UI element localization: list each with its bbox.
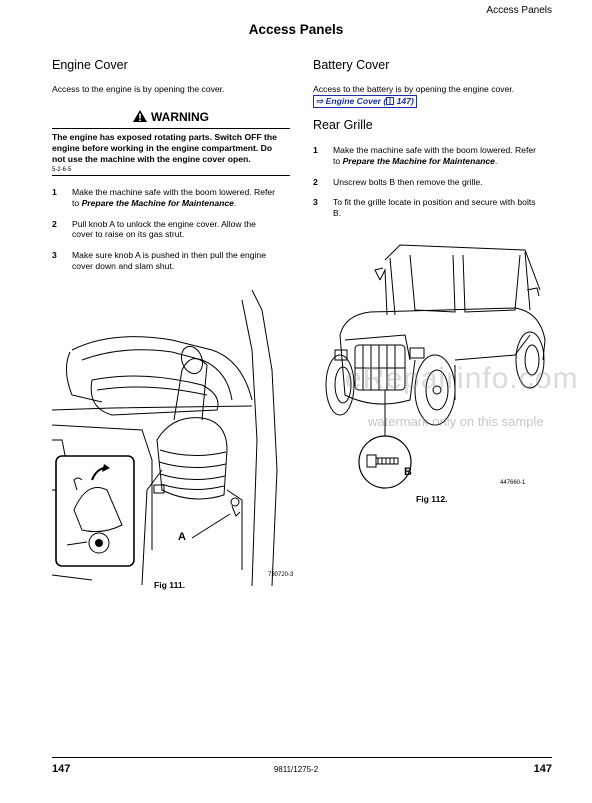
ref-page: 147 xyxy=(396,96,411,106)
warning-title-row xyxy=(52,110,290,124)
step-tail: . xyxy=(233,197,237,208)
step-lead: to xyxy=(72,197,82,208)
running-header: Access Panels xyxy=(486,5,552,16)
figure-caption: Fig 112. xyxy=(416,494,448,504)
footer-page-right: 147 xyxy=(533,763,552,775)
step-number: 3 xyxy=(52,250,57,261)
cross-ref-link[interactable]: Prepare the Machine for Maintenance xyxy=(81,197,234,208)
step-line: Make the machine safe with the boom lowered. Refer xyxy=(333,145,537,155)
step-number: 2 xyxy=(313,176,318,187)
list-item xyxy=(52,219,292,241)
watermark-site: eRepairinfo.com xyxy=(345,362,579,395)
warning-line: engine before working in the engine compartment. Do xyxy=(52,142,273,153)
step-line: cover to raise on its gas strut. xyxy=(72,229,185,240)
step-line: B. xyxy=(333,208,342,219)
figure-code: 730720-3 xyxy=(268,572,294,578)
step-line: cover down and slam shut. xyxy=(72,260,175,271)
warning-line: The engine has exposed rotating parts. Switch OFF the xyxy=(52,132,277,142)
list-item xyxy=(52,250,292,272)
battery-cover-intro: Access to the battery is by opening the engine cover. xyxy=(313,84,515,94)
footer-page-left: 147 xyxy=(52,763,71,775)
list-item xyxy=(52,187,292,209)
warning-top-rule xyxy=(52,128,290,129)
warning-text xyxy=(52,132,290,164)
step-number: 1 xyxy=(52,187,57,197)
ref-text: Engine Cover xyxy=(325,96,381,106)
list-item xyxy=(313,197,553,219)
step-lead: to xyxy=(333,155,343,166)
book-icon xyxy=(386,97,394,105)
battery-cover-ref-row xyxy=(313,95,417,108)
list-item xyxy=(313,145,553,167)
warning-title: WARNING xyxy=(151,110,209,124)
figure-label-b: B xyxy=(404,466,412,478)
figure-caption: Fig 111. xyxy=(154,580,186,590)
figure-label-a: A xyxy=(178,531,186,543)
engine-cover-intro: Access to the engine is by opening the cover. xyxy=(52,84,225,94)
engine-cover-ref-link[interactable]: ⇨ Engine Cover ( 147) xyxy=(313,95,417,108)
engine-cover-figure xyxy=(52,290,292,586)
step-line: Make the machine safe with the boom lowered. Refer xyxy=(72,187,276,197)
cross-ref-link[interactable]: Prepare the Machine for Maintenance xyxy=(342,155,495,166)
list-item xyxy=(313,177,553,188)
rear-grille-steps xyxy=(313,145,553,219)
step-line: Unscrew bolts B then remove the grille. xyxy=(333,176,483,187)
engine-cover-heading: Engine Cover xyxy=(52,58,128,72)
figure-code: 447660-1 xyxy=(500,480,526,486)
step-number: 1 xyxy=(313,145,318,155)
engine-cover-steps xyxy=(52,187,292,272)
warning-bottom-rule xyxy=(52,175,290,176)
page-title: Access Panels xyxy=(248,22,344,37)
step-number: 3 xyxy=(313,197,318,208)
footer-rule xyxy=(52,757,552,758)
warning-triangle-icon xyxy=(133,110,147,122)
warning-line: not use the machine with the engine cover open. xyxy=(52,153,251,164)
rear-grille-heading: Rear Grille xyxy=(313,118,373,132)
battery-cover-heading: Battery Cover xyxy=(313,58,390,72)
step-line: Make sure knob A is pushed in then pull the engine xyxy=(72,250,266,261)
warning-code: 5-2-6-5 xyxy=(52,167,72,174)
footer-doc-code: 9811/1275-2 xyxy=(273,765,319,774)
warning-box xyxy=(52,110,290,176)
step-line: Pull knob A to unlock the engine cover. Allow the xyxy=(72,218,256,229)
step-line: To fit the grille locate in position and secure with bolts xyxy=(333,197,536,208)
step-number: 2 xyxy=(52,218,57,229)
arrow-right-icon: ⇨ xyxy=(316,96,324,106)
watermark-note: watermark only on this sample xyxy=(368,414,544,429)
step-tail: . xyxy=(494,155,498,166)
